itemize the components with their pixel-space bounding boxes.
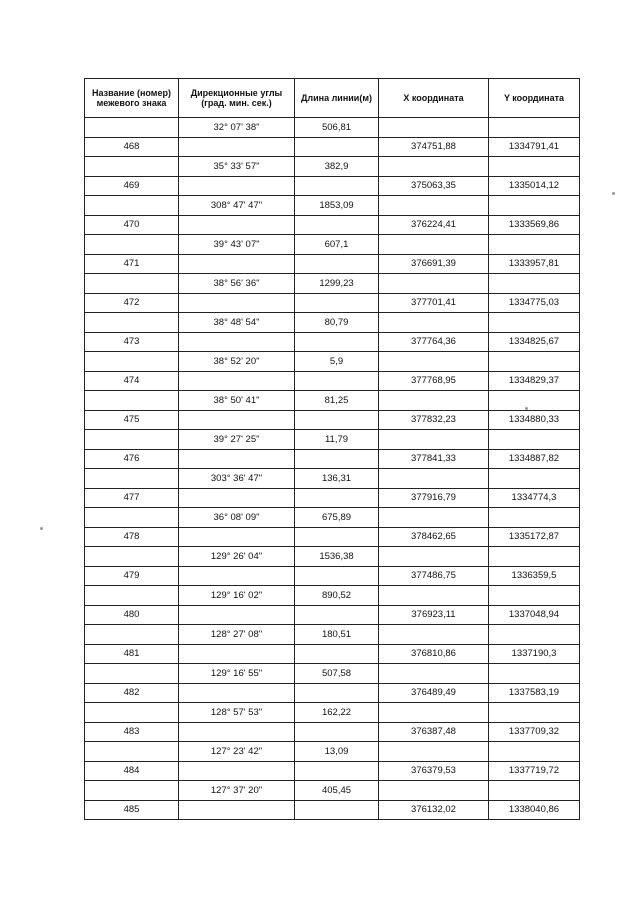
x-coordinate-cell: 377768,95 xyxy=(379,371,489,391)
x-coordinate-cell xyxy=(379,118,489,138)
x-coordinate-cell: 376923,11 xyxy=(379,605,489,625)
y-coordinate-cell xyxy=(489,352,580,372)
y-coordinate-cell: 1338040,86 xyxy=(489,800,580,820)
x-coordinate-cell xyxy=(379,196,489,216)
line-length-cell xyxy=(295,800,379,820)
direction-angle-cell xyxy=(179,176,295,196)
segment-row xyxy=(85,742,580,762)
y-coordinate-cell xyxy=(489,430,580,450)
line-length-cell xyxy=(295,371,379,391)
segment-row xyxy=(85,469,580,489)
header-x-coordinate: X координата xyxy=(379,79,489,118)
line-length-cell: 607,1 xyxy=(295,235,379,255)
x-coordinate-cell: 376489,49 xyxy=(379,683,489,703)
mark-name-cell xyxy=(85,235,179,255)
y-coordinate-cell: 1334775,03 xyxy=(489,293,580,313)
mark-name-cell: 470 xyxy=(85,215,179,235)
mark-name-cell: 476 xyxy=(85,449,179,469)
direction-angle-cell: 38° 52' 20" xyxy=(179,352,295,372)
direction-angle-cell: 127° 23' 42" xyxy=(179,742,295,762)
direction-angle-cell xyxy=(179,566,295,586)
segment-row xyxy=(85,430,580,450)
mark-name-cell: 484 xyxy=(85,761,179,781)
mark-name-cell: 478 xyxy=(85,527,179,547)
x-coordinate-cell: 377486,75 xyxy=(379,566,489,586)
line-length-cell xyxy=(295,566,379,586)
line-length-cell xyxy=(295,683,379,703)
segment-row xyxy=(85,625,580,645)
segment-row xyxy=(85,586,580,606)
y-coordinate-cell: 1333957,81 xyxy=(489,254,580,274)
mark-name-cell xyxy=(85,352,179,372)
x-coordinate-cell xyxy=(379,742,489,762)
mark-name-cell xyxy=(85,430,179,450)
x-coordinate-cell: 376691,39 xyxy=(379,254,489,274)
y-coordinate-cell: 1336359,5 xyxy=(489,566,580,586)
segment-row xyxy=(85,664,580,684)
y-coordinate-cell xyxy=(489,742,580,762)
line-length-cell: 507,58 xyxy=(295,664,379,684)
line-length-cell xyxy=(295,761,379,781)
segment-row xyxy=(85,274,580,294)
y-coordinate-cell: 1334829,37 xyxy=(489,371,580,391)
x-coordinate-cell xyxy=(379,274,489,294)
boundary-point-row xyxy=(85,488,580,508)
x-coordinate-cell xyxy=(379,781,489,801)
x-coordinate-cell xyxy=(379,391,489,411)
line-length-cell xyxy=(295,215,379,235)
boundary-point-row xyxy=(85,800,580,820)
x-coordinate-cell: 377841,33 xyxy=(379,449,489,469)
header-y-coordinate: Y координата xyxy=(489,79,580,118)
y-coordinate-cell xyxy=(489,781,580,801)
direction-angle-cell: 303° 36' 47" xyxy=(179,469,295,489)
boundary-point-row xyxy=(85,371,580,391)
x-coordinate-cell xyxy=(379,586,489,606)
line-length-cell xyxy=(295,449,379,469)
y-coordinate-cell: 1334791,41 xyxy=(489,137,580,157)
direction-angle-cell xyxy=(179,644,295,664)
y-coordinate-cell: 1335172,87 xyxy=(489,527,580,547)
x-coordinate-cell xyxy=(379,547,489,567)
y-coordinate-cell: 1335014,12 xyxy=(489,176,580,196)
y-coordinate-cell xyxy=(489,196,580,216)
mark-name-cell: 473 xyxy=(85,332,179,352)
x-coordinate-cell: 376810,86 xyxy=(379,644,489,664)
boundary-point-row xyxy=(85,644,580,664)
direction-angle-cell xyxy=(179,488,295,508)
boundary-point-row xyxy=(85,293,580,313)
coordinates-table xyxy=(84,78,580,820)
line-length-cell: 1853,09 xyxy=(295,196,379,216)
x-coordinate-cell: 377764,36 xyxy=(379,332,489,352)
direction-angle-cell: 308° 47' 47" xyxy=(179,196,295,216)
direction-angle-cell: 129° 16' 02" xyxy=(179,586,295,606)
direction-angle-cell: 129° 16' 55" xyxy=(179,664,295,684)
boundary-point-row xyxy=(85,137,580,157)
boundary-point-row xyxy=(85,410,580,430)
y-coordinate-cell xyxy=(489,469,580,489)
direction-angle-cell xyxy=(179,605,295,625)
x-coordinate-cell: 377832,23 xyxy=(379,410,489,430)
y-coordinate-cell xyxy=(489,235,580,255)
mark-name-cell xyxy=(85,196,179,216)
y-coordinate-cell: 1337048,94 xyxy=(489,605,580,625)
mark-name-cell xyxy=(85,469,179,489)
boundary-point-row xyxy=(85,605,580,625)
mark-name-cell xyxy=(85,547,179,567)
mark-name-cell: 468 xyxy=(85,137,179,157)
scan-speck xyxy=(40,527,43,530)
x-coordinate-cell xyxy=(379,703,489,723)
y-coordinate-cell xyxy=(489,586,580,606)
line-length-cell xyxy=(295,332,379,352)
direction-angle-cell xyxy=(179,293,295,313)
direction-angle-cell: 39° 43' 07" xyxy=(179,235,295,255)
direction-angle-cell: 38° 48' 54" xyxy=(179,313,295,333)
line-length-cell: 1536,38 xyxy=(295,547,379,567)
mark-name-cell xyxy=(85,625,179,645)
y-coordinate-cell: 1334880,33 xyxy=(489,410,580,430)
mark-name-cell xyxy=(85,664,179,684)
mark-name-cell: 483 xyxy=(85,722,179,742)
mark-name-cell xyxy=(85,157,179,177)
direction-angle-cell xyxy=(179,332,295,352)
mark-name-cell: 477 xyxy=(85,488,179,508)
mark-name-cell xyxy=(85,313,179,333)
segment-row xyxy=(85,547,580,567)
line-length-cell xyxy=(295,527,379,547)
line-length-cell xyxy=(295,605,379,625)
mark-name-cell: 479 xyxy=(85,566,179,586)
mark-name-cell: 481 xyxy=(85,644,179,664)
boundary-point-row xyxy=(85,761,580,781)
direction-angle-cell: 38° 50' 41" xyxy=(179,391,295,411)
direction-angle-cell xyxy=(179,254,295,274)
segment-row xyxy=(85,703,580,723)
y-coordinate-cell: 1334774,3 xyxy=(489,488,580,508)
x-coordinate-cell: 375063,35 xyxy=(379,176,489,196)
y-coordinate-cell xyxy=(489,508,580,528)
mark-name-cell xyxy=(85,274,179,294)
line-length-cell xyxy=(295,137,379,157)
y-coordinate-cell xyxy=(489,625,580,645)
mark-name-cell xyxy=(85,703,179,723)
segment-row xyxy=(85,781,580,801)
x-coordinate-cell: 376224,41 xyxy=(379,215,489,235)
line-length-cell: 11,79 xyxy=(295,430,379,450)
segment-row xyxy=(85,313,580,333)
segment-row xyxy=(85,157,580,177)
y-coordinate-cell xyxy=(489,313,580,333)
x-coordinate-cell xyxy=(379,313,489,333)
y-coordinate-cell: 1337709,32 xyxy=(489,722,580,742)
boundary-point-row xyxy=(85,254,580,274)
segment-row xyxy=(85,508,580,528)
mark-name-cell xyxy=(85,742,179,762)
mark-name-cell: 485 xyxy=(85,800,179,820)
line-length-cell: 890,52 xyxy=(295,586,379,606)
table-body xyxy=(85,118,580,820)
line-length-cell xyxy=(295,644,379,664)
line-length-cell: 136,31 xyxy=(295,469,379,489)
mark-name-cell: 480 xyxy=(85,605,179,625)
line-length-cell: 162,22 xyxy=(295,703,379,723)
boundary-point-row xyxy=(85,722,580,742)
segment-row xyxy=(85,118,580,138)
segment-row xyxy=(85,235,580,255)
y-coordinate-cell xyxy=(489,391,580,411)
boundary-point-row xyxy=(85,527,580,547)
mark-name-cell xyxy=(85,781,179,801)
boundary-point-row xyxy=(85,449,580,469)
boundary-point-row xyxy=(85,566,580,586)
line-length-cell: 80,79 xyxy=(295,313,379,333)
mark-name-cell xyxy=(85,391,179,411)
mark-name-cell: 472 xyxy=(85,293,179,313)
segment-row xyxy=(85,196,580,216)
mark-name-cell xyxy=(85,508,179,528)
y-coordinate-cell xyxy=(489,118,580,138)
line-length-cell xyxy=(295,488,379,508)
segment-row xyxy=(85,391,580,411)
y-coordinate-cell xyxy=(489,157,580,177)
line-length-cell xyxy=(295,293,379,313)
direction-angle-cell: 38° 56' 36" xyxy=(179,274,295,294)
y-coordinate-cell: 1337583,19 xyxy=(489,683,580,703)
mark-name-cell xyxy=(85,118,179,138)
x-coordinate-cell xyxy=(379,430,489,450)
line-length-cell xyxy=(295,410,379,430)
direction-angle-cell xyxy=(179,137,295,157)
direction-angle-cell: 39° 27' 25" xyxy=(179,430,295,450)
line-length-cell xyxy=(295,722,379,742)
x-coordinate-cell xyxy=(379,157,489,177)
line-length-cell: 405,45 xyxy=(295,781,379,801)
direction-angle-cell: 127° 37' 20" xyxy=(179,781,295,801)
header-direction-angle: Дирекционные углы (град. мин. сек.) xyxy=(179,79,295,118)
y-coordinate-cell xyxy=(489,703,580,723)
direction-angle-cell: 129° 26' 04" xyxy=(179,547,295,567)
scan-speck xyxy=(525,407,528,410)
x-coordinate-cell: 376379,53 xyxy=(379,761,489,781)
line-length-cell: 81,25 xyxy=(295,391,379,411)
x-coordinate-cell xyxy=(379,235,489,255)
direction-angle-cell xyxy=(179,800,295,820)
direction-angle-cell: 128° 57' 53" xyxy=(179,703,295,723)
direction-angle-cell xyxy=(179,761,295,781)
direction-angle-cell: 32° 07' 38" xyxy=(179,118,295,138)
x-coordinate-cell xyxy=(379,508,489,528)
mark-name-cell: 474 xyxy=(85,371,179,391)
mark-name-cell: 475 xyxy=(85,410,179,430)
header-mark-name: Название (номер) межевого знака xyxy=(85,79,179,118)
y-coordinate-cell: 1334887,82 xyxy=(489,449,580,469)
direction-angle-cell xyxy=(179,722,295,742)
direction-angle-cell xyxy=(179,449,295,469)
x-coordinate-cell: 376387,48 xyxy=(379,722,489,742)
direction-angle-cell xyxy=(179,683,295,703)
table-header-row xyxy=(85,79,580,118)
x-coordinate-cell: 376132,02 xyxy=(379,800,489,820)
mark-name-cell: 471 xyxy=(85,254,179,274)
x-coordinate-cell: 374751,88 xyxy=(379,137,489,157)
y-coordinate-cell xyxy=(489,274,580,294)
boundary-point-row xyxy=(85,332,580,352)
line-length-cell xyxy=(295,254,379,274)
direction-angle-cell: 128° 27' 08" xyxy=(179,625,295,645)
direction-angle-cell xyxy=(179,215,295,235)
mark-name-cell xyxy=(85,586,179,606)
boundary-point-row xyxy=(85,176,580,196)
direction-angle-cell xyxy=(179,410,295,430)
x-coordinate-cell xyxy=(379,625,489,645)
x-coordinate-cell: 377701,41 xyxy=(379,293,489,313)
boundary-point-row xyxy=(85,215,580,235)
line-length-cell: 13,09 xyxy=(295,742,379,762)
line-length-cell: 506,81 xyxy=(295,118,379,138)
line-length-cell: 5,9 xyxy=(295,352,379,372)
line-length-cell: 382,9 xyxy=(295,157,379,177)
x-coordinate-cell: 378462,65 xyxy=(379,527,489,547)
x-coordinate-cell xyxy=(379,469,489,489)
x-coordinate-cell: 377916,79 xyxy=(379,488,489,508)
scan-speck xyxy=(612,192,615,195)
line-length-cell: 675,89 xyxy=(295,508,379,528)
y-coordinate-cell xyxy=(489,547,580,567)
y-coordinate-cell: 1337190,3 xyxy=(489,644,580,664)
line-length-cell: 1299,23 xyxy=(295,274,379,294)
direction-angle-cell: 35° 33' 57" xyxy=(179,157,295,177)
y-coordinate-cell: 1334825,67 xyxy=(489,332,580,352)
x-coordinate-cell xyxy=(379,352,489,372)
segment-row xyxy=(85,352,580,372)
boundary-point-row xyxy=(85,683,580,703)
direction-angle-cell: 36° 08' 09" xyxy=(179,508,295,528)
y-coordinate-cell: 1333569,86 xyxy=(489,215,580,235)
mark-name-cell: 469 xyxy=(85,176,179,196)
direction-angle-cell xyxy=(179,527,295,547)
header-line-length: Длина линии(м) xyxy=(295,79,379,118)
direction-angle-cell xyxy=(179,371,295,391)
line-length-cell: 180,51 xyxy=(295,625,379,645)
x-coordinate-cell xyxy=(379,664,489,684)
y-coordinate-cell: 1337719,72 xyxy=(489,761,580,781)
mark-name-cell: 482 xyxy=(85,683,179,703)
line-length-cell xyxy=(295,176,379,196)
y-coordinate-cell xyxy=(489,664,580,684)
